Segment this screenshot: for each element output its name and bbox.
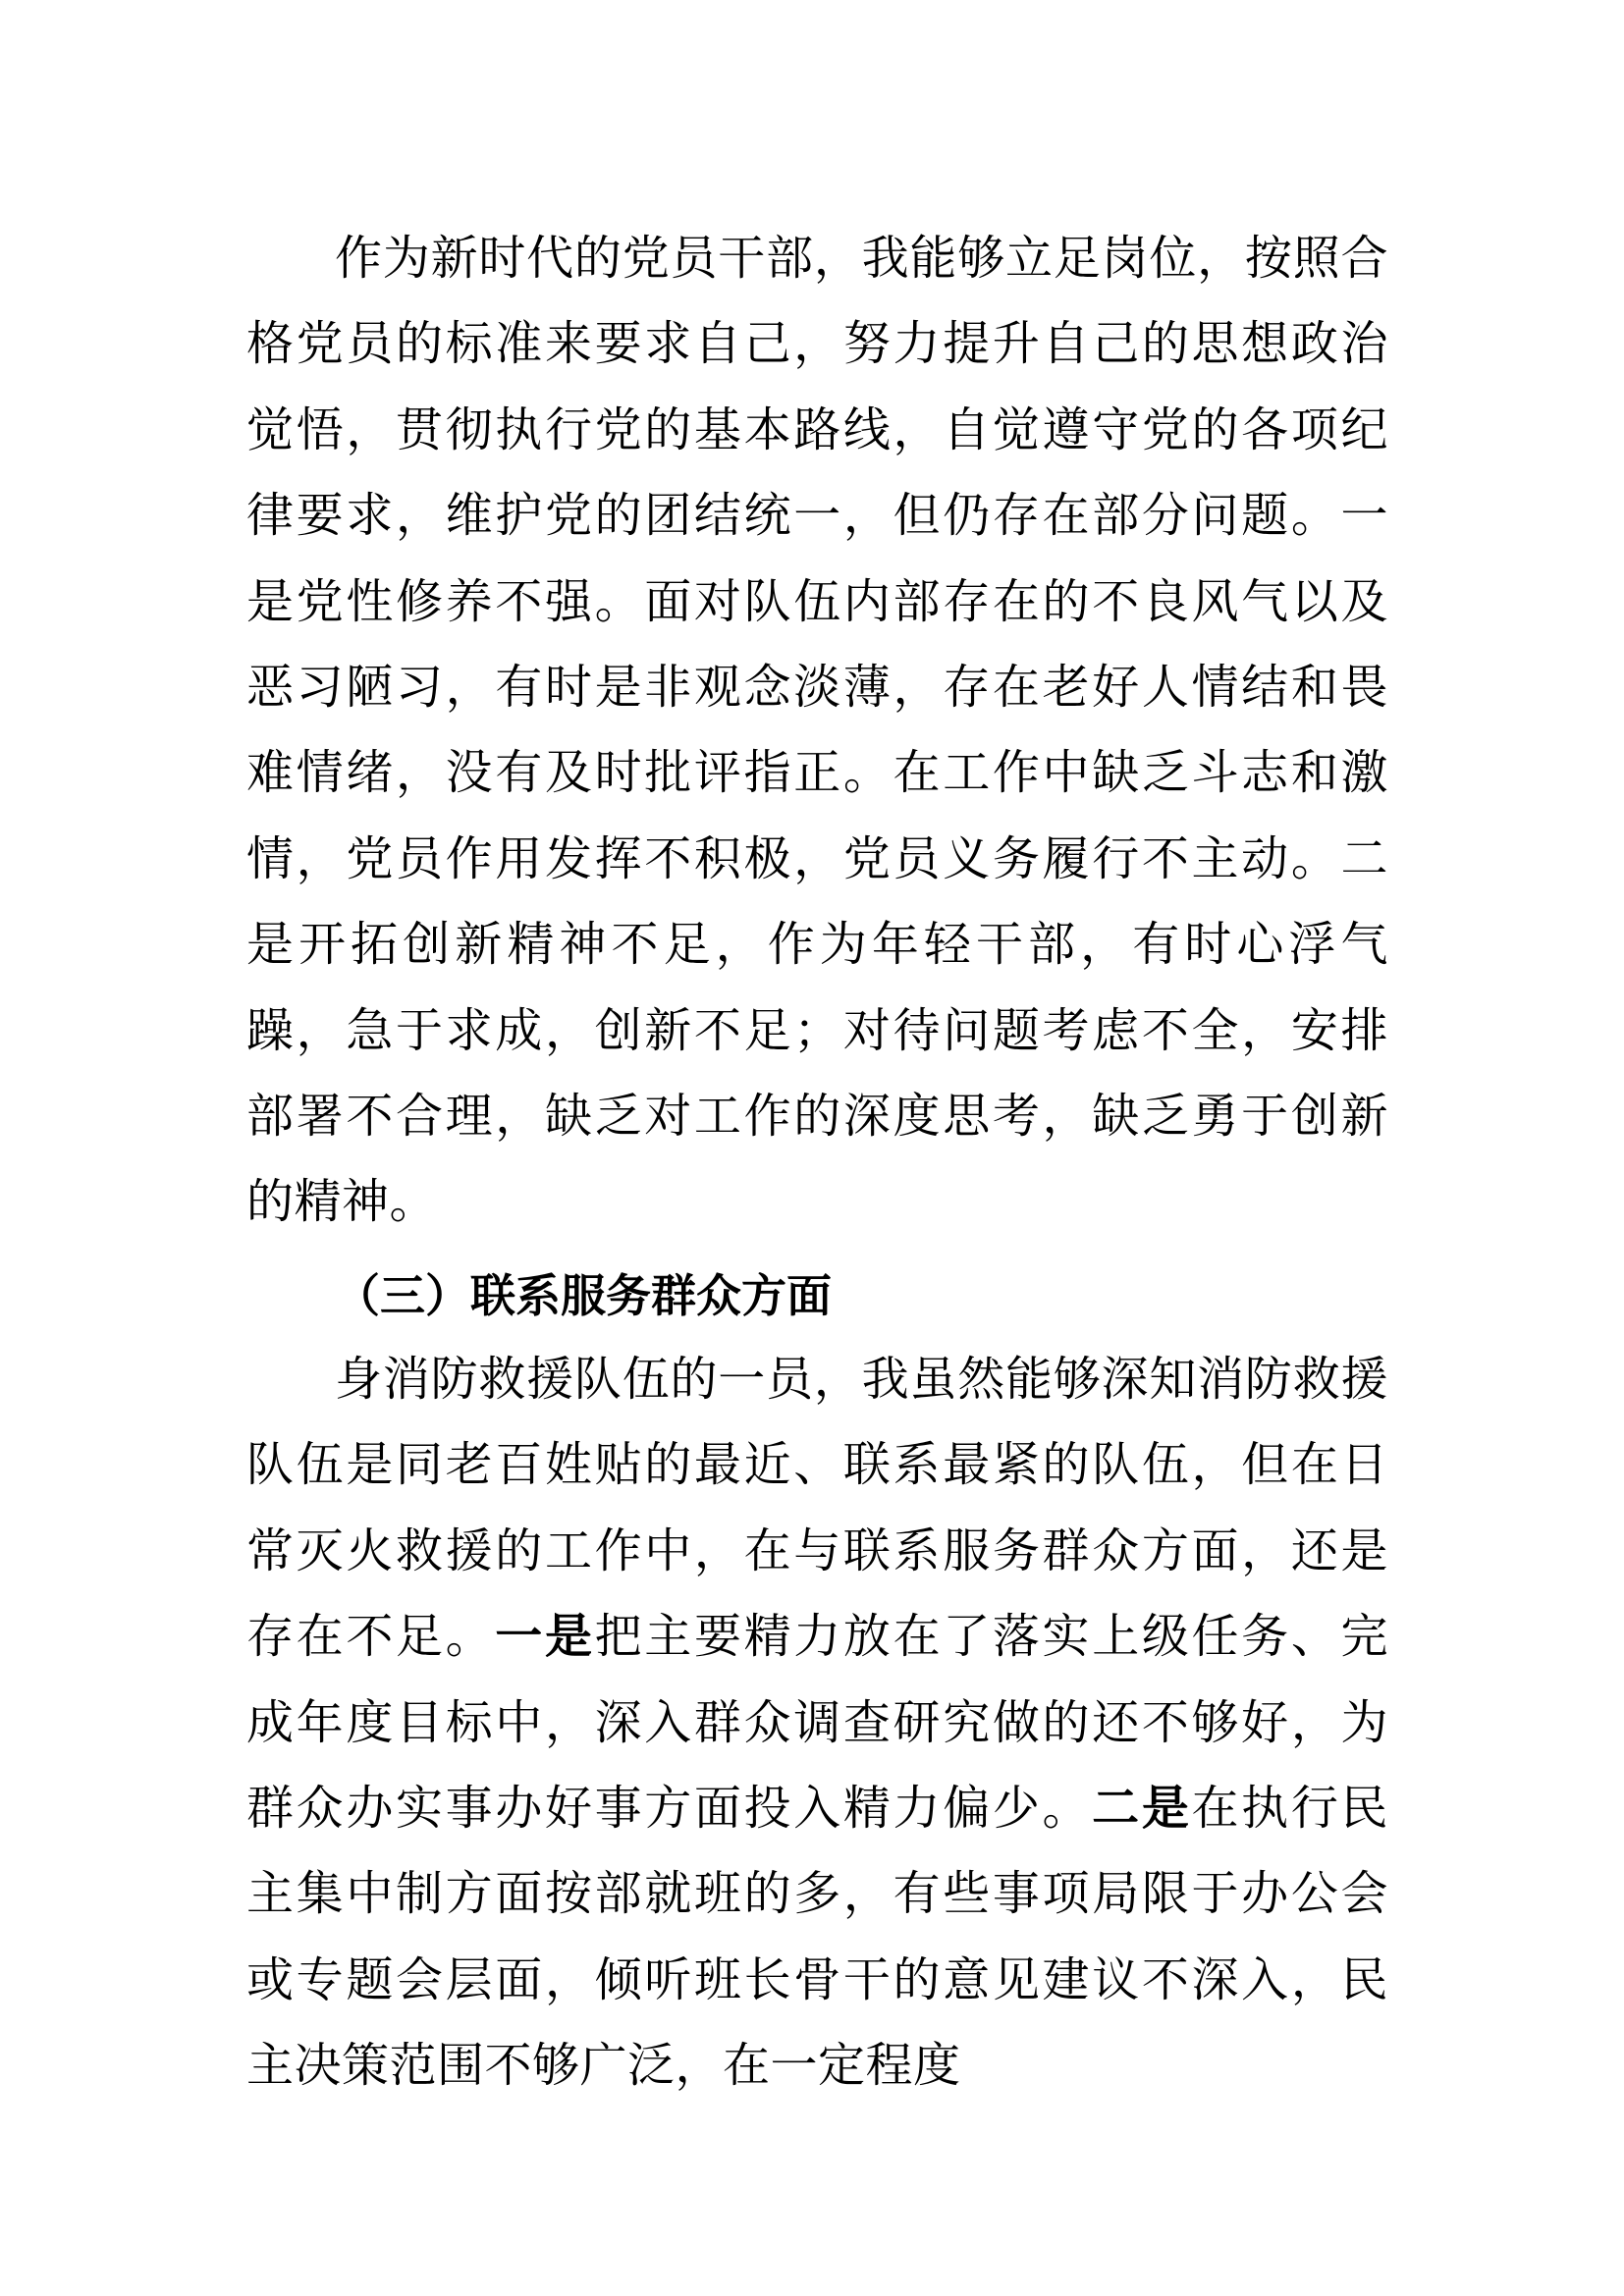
paragraph-intro: 身消防救援队伍的一员，我虽然能够深知消防救援队伍是同老百姓贴的最近、联系最紧的队伍，但在日常灭火救援的工作中，在与联系服务群众方面，还是存在不足。 bbox=[246, 1352, 1388, 1665]
point2-label: 二是 bbox=[1092, 1781, 1192, 1837]
paragraph-serving-masses bbox=[246, 1337, 1388, 2109]
section-heading-serving-masses: （三）联系服务群众方面 bbox=[335, 1269, 832, 1322]
paragraph-party-discipline: 作为新时代的党员干部，我能够立足岗位，按照合格党员的标准来要求自己，努力提升自己的思想政治觉悟，贯彻执行党的基本路线，自觉遵守党的各项纪律要求，维护党的团结统一，但仍存在部分问题。一是党性修养不强。面对队伍内部存在的不良风气以及恶习陋习，有时是非观念淡薄，存在老好人情结和畏难情绪，没有及时批评指正。在工作中缺乏斗志和激情，党员作用发挥不积极，党员义务履行不主动。二是开拓创新精神不足，作为年轻干部，有时心浮气躁，急于求成，创新不足；对待问题考虑不全，安排部署不合理，缺乏对工作的深度思考，缺乏勇于创新的精神。 bbox=[246, 231, 1388, 1230]
point1-text: 把主要精力放在了落实上级任务、完成年度目标中，深入群众调查研究做的还不够好，为群众办实事办好事方面投入精力偏少。 bbox=[246, 1609, 1388, 1837]
point1-label: 一是 bbox=[495, 1609, 595, 1665]
point2-text: 在执行民主集中制方面按部就班的多，有些事项局限于办公会或专题会层面，倾听班长骨干的意见建议不深入，民主决策范围不够广泛，在一定程度 bbox=[246, 1781, 1388, 2094]
